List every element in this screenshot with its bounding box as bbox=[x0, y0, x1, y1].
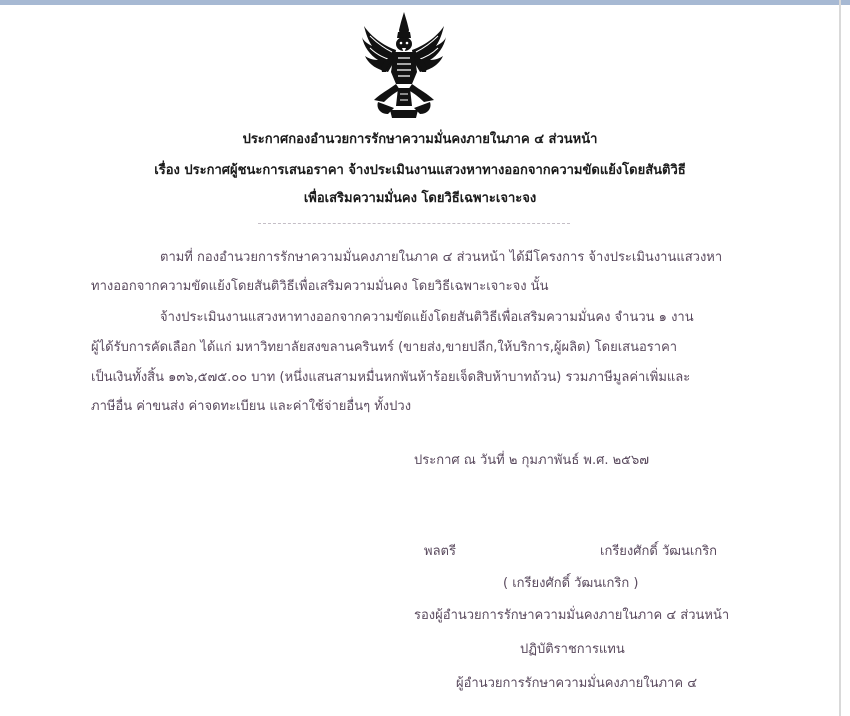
paragraph-1-line-1: ตามที่ กองอำนวยการรักษาความมั่นคงภายในภาค ๔ ส่วนหน้า ได้มีโครงการ จ้างประเมินงานแสวงหา bbox=[160, 250, 723, 265]
signer-name: ( เกรียงศักดิ์ วัฒนเกริก ) bbox=[503, 576, 639, 591]
garuda-emblem-icon bbox=[360, 10, 448, 120]
announcement-subject: เรื่อง ประกาศผู้ชนะการเสนอราคา จ้างประเมินงานแสวงหาทางออกจากความขัดแย้งโดยสันติวิธี bbox=[154, 163, 686, 178]
section-divider bbox=[258, 223, 570, 225]
announcement-subject-continued: เพื่อเสริมความมั่นคง โดยวิธีเฉพาะเจาะจง bbox=[303, 191, 537, 206]
paragraph-2-line-3: เป็นเงินทั้งสิ้น ๑๓๖,๕๗๕.๐๐ บาท (หนึ่งแสนสามหมื่นหกพันห้าร้อยเจ็ดสิบห้าบาทถ้วน) รวมภาษีมูลค่าเพิ่มและ bbox=[91, 370, 691, 385]
page-right-edge bbox=[839, 0, 841, 716]
director-position: ผู้อำนวยการรักษาความมั่นคงภายในภาค ๔ bbox=[456, 676, 698, 691]
paragraph-2-line-4: ภาษีอื่น ค่าขนส่ง ค่าจดทะเบียน และค่าใช้จ่ายอื่นๆ ทั้งปวง bbox=[91, 399, 412, 414]
announcement-title: ประกาศกองอำนวยการรักษาความมั่นคงภายในภาค ๔ ส่วนหน้า bbox=[242, 132, 598, 147]
signer-rank: พลตรี bbox=[424, 544, 456, 559]
acting-on-behalf: ปฏิบัติราชการแทน bbox=[520, 642, 625, 657]
signer-position: รองผู้อำนวยการรักษาความมั่นคงภายในภาค ๔ ส่วนหน้า bbox=[414, 608, 730, 623]
signature: เกรียงศักดิ์ วัฒนเกริก bbox=[600, 544, 718, 559]
announcement-date: ประกาศ ณ วันที่ ๒ กุมภาพันธ์ พ.ศ. ๒๕๖๗ bbox=[414, 453, 650, 468]
window-top-border bbox=[0, 0, 850, 5]
paragraph-2-line-2: ผู้ได้รับการคัดเลือก ได้แก่ มหาวิทยาลัยสงขลานครินทร์ (ขายส่ง,ขายปลีก,ให้บริการ,ผู้ผลิต) โดยเสนอราคา bbox=[91, 340, 678, 355]
paragraph-2-line-1: จ้างประเมินงานแสวงหาทางออกจากความขัดแย้งโดยสันติวิธีเพื่อเสริมความมั่นคง จำนวน ๑ งาน bbox=[160, 310, 694, 325]
paragraph-1-line-2: ทางออกจากความขัดแย้งโดยสันติวิธีเพื่อเสริมความมั่นคง โดยวิธีเฉพาะเจาะจง นั้น bbox=[91, 279, 549, 294]
